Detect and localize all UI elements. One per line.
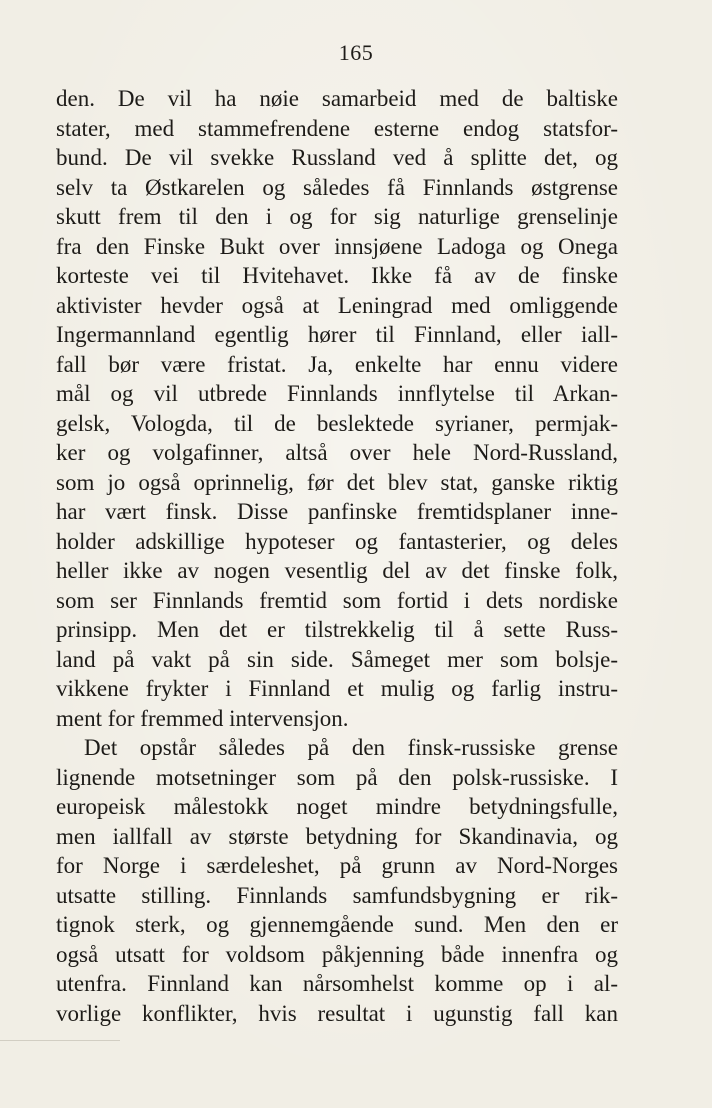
text-line: prinsipp. Men det er tilstrekkelig til å sette Russ- [56, 617, 618, 642]
text-line: tignok sterk, og gjennemgående sund. Men den er [56, 912, 618, 937]
text-line: ker og volgafinner, altså over hele Nord-Russland, [56, 440, 618, 465]
text-line: som ser Finnlands fremtid som fortid i dets nordiske [56, 587, 618, 613]
text-line: mål og vil utbrede Finnlands innflytelse til Arkan- [56, 381, 618, 406]
text-line: har vært finsk. Disse panfinske fremtidsplaner inne- [56, 499, 618, 524]
text-line: korteste vei til Hvitehavet. Ikke få av de finske [56, 263, 618, 288]
text-line: land på vakt på sin side. Såmeget mer som bolsje- [56, 646, 618, 672]
text-line: holder adskillige hypoteser og fantasterier, og deles [56, 528, 618, 554]
text-line: vikkene frykter i Finnland et mulig og farlig instru- [56, 676, 618, 701]
text-line: utenfra. Finnland kan nårsomhelst komme op i al- [56, 971, 618, 996]
text-line: stater, med stammefrendene esterne endog statsfor- [56, 115, 618, 141]
body-text [56, 84, 618, 1028]
text-line: gelsk, Vologda, til de beslektede syrianer, permjak- [56, 410, 618, 436]
text-line: heller ikke av nogen vesentlig del av det finske folk, [56, 558, 618, 583]
text-line: europeisk målestokk noget mindre betydningsfulle, [56, 794, 618, 819]
text-line: selv ta Østkarelen og således få Finnlands østgrense [56, 174, 618, 200]
text-line: lignende motsetninger som på den polsk-russiske. I [56, 764, 618, 790]
text-line: men iallfall av største betydning for Skandinavia, og [56, 823, 618, 849]
text-line: fall bør være fristat. Ja, enkelte har ennu videre [56, 351, 618, 377]
text-line: utsatte stilling. Finnlands samfundsbygning er rik- [56, 882, 618, 908]
text-line: bund. De vil svekke Russland ved å splitte det, og [56, 145, 618, 170]
text-line: skutt frem til den i og for sig naturlige grenselinje [56, 204, 618, 229]
text-line: for Norge i særdeleshet, på grunn av Nord-Norges [56, 853, 618, 878]
text-line: også utsatt for voldsom påkjenning både innenfra og [56, 941, 618, 967]
text-line: vorlige konflikter, hvis resultat i ugunstig fall kan [56, 1000, 618, 1026]
text-line: aktivister hevder også at Leningrad med omliggende [56, 292, 618, 318]
paragraph-end-line: ment for fremmed intervensjon. [56, 705, 349, 731]
text-line: som jo også oprinnelig, før det blev stat, ganske riktig [56, 469, 618, 495]
text-line: Ingermannland egentlig hører til Finnland, eller iall- [56, 322, 618, 347]
paragraph-start-line: Det opstår således på den finsk-russiske grense [84, 735, 618, 760]
text-line: den. De vil ha nøie samarbeid med de baltiske [56, 86, 618, 111]
page-number: 165 [338, 40, 374, 65]
text-line: fra den Finske Bukt over innsjøene Ladoga og Onega [56, 233, 618, 259]
margin-mark [0, 1040, 120, 1041]
